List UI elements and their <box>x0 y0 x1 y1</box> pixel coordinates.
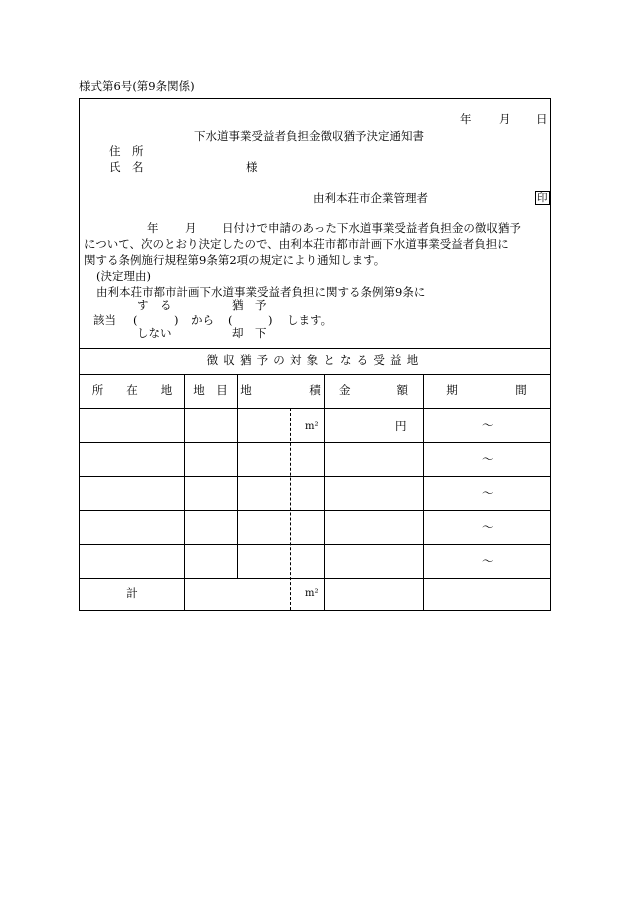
paren-open-2: ( <box>228 313 233 327</box>
header-period: 期 間 <box>446 383 527 398</box>
kara-label: から <box>191 313 214 327</box>
reason-label: (決定理由) <box>96 269 151 283</box>
period-tilde-row4: ～ <box>482 520 494 534</box>
header-amount: 金 額 <box>339 383 408 398</box>
body-line3: 関する条例施行規程第9条第2項の規定により通知します。 <box>84 253 386 267</box>
ordinance-text: 由利本荘市都市計画下水道事業受益者負担に関する条例第9条に <box>96 285 426 299</box>
option-shinai: しない <box>137 326 172 340</box>
amount-unit-row1: 円 <box>395 419 407 433</box>
period-tilde-row3: ～ <box>482 486 494 500</box>
shimasu-label: します。 <box>287 313 333 327</box>
header-category: 地 目 <box>193 383 228 398</box>
area-unit-total: m² <box>305 588 319 599</box>
seal-mark: 印 <box>537 192 548 204</box>
body-line1: 日付けで申請のあった下水道事業受益者負担金の徴収猶予 <box>222 221 521 235</box>
address-label: 住 所 <box>109 144 144 158</box>
header-location: 所 在 地 <box>91 383 173 398</box>
honorific-label: 様 <box>246 160 258 174</box>
total-label: 計 <box>126 586 138 601</box>
header-area: 地 積 <box>240 383 321 398</box>
gaitou-label: 該当 <box>93 313 116 327</box>
document-title: 下水道事業受益者負担金徴収猶予決定通知書 <box>194 129 424 143</box>
option-suru: す る <box>137 298 172 312</box>
period-tilde-row1: ～ <box>482 418 494 432</box>
body-year: 年 <box>147 221 159 235</box>
area-unit-row1: m² <box>305 421 319 432</box>
option-kyakka: 却 下 <box>232 326 267 340</box>
name-label: 氏 名 <box>109 160 144 174</box>
period-tilde-row5: ～ <box>482 554 494 568</box>
date-day-label: 日 <box>536 112 548 126</box>
body-month: 月 <box>185 221 197 235</box>
table-title: 徴収猶予の対象となる受益地 <box>206 353 424 368</box>
paren-open-1: ( <box>133 313 138 327</box>
issuer-name: 由利本荘市企業管理者 <box>313 191 428 205</box>
paren-close-1: ) <box>174 313 179 327</box>
date-month-label: 月 <box>499 112 511 126</box>
notice-form <box>79 98 551 611</box>
form-number-label: 様式第6号(第9条関係) <box>79 79 195 93</box>
paren-close-2: ) <box>268 313 273 327</box>
date-year-label: 年 <box>460 112 472 126</box>
body-line2: について、次のとおり決定したので、由利本荘市都市計画下水道事業受益者負担に <box>84 237 509 251</box>
option-yuuyo: 猶 予 <box>232 298 267 312</box>
period-tilde-row2: ～ <box>482 452 494 466</box>
